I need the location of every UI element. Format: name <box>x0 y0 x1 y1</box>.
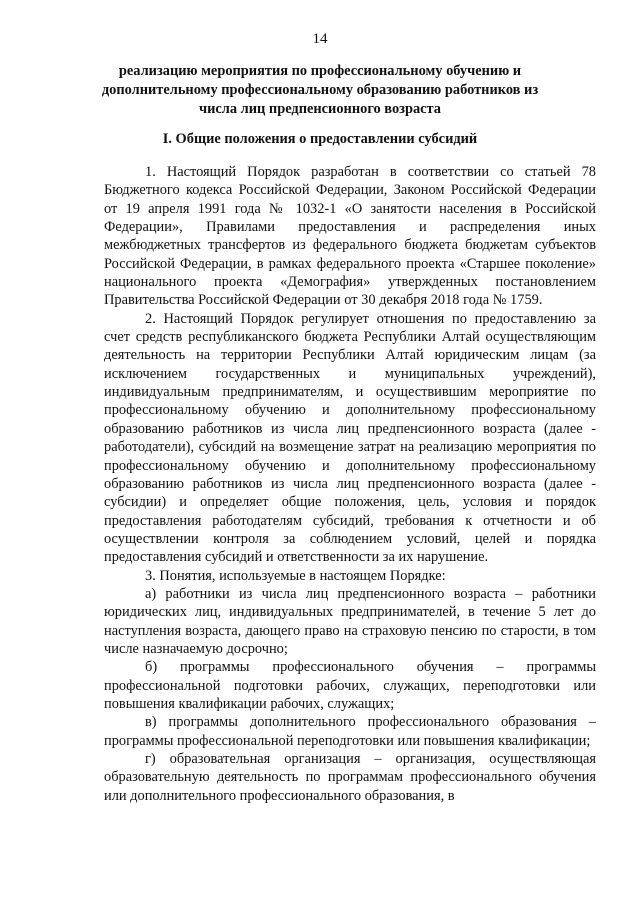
page-number: 14 <box>312 31 328 47</box>
paragraph-3: 3. Понятия, используемые в настоящем Порядке: <box>145 567 446 584</box>
paragraph-1: 1. Настоящий Порядок разработан в соответствии со статьей 78 Бюджетного кодекса Российской Федерации, Законом Российской Федерации от 19 апреля 1991 года № 1032-1 «О занятости населения в Российской Федерации», Правилами предоставления и распределения иных межбюджетных трансфертов из федерального бюджета бюджетам субъектов Российской Федерации, в рамках федерального проекта «Старшее поколение» национального проекта «Демография» утвержденных постановлением Правительства Российской Федерации от 30 декабря 2018 года № 1759. <box>104 164 596 309</box>
paragraph-3a: а) работники из числа лиц предпенсионного возраста – работники юридических лиц, индивидуальных предпринимателей, в течение 5 лет до наступления возраста, дающего право на страховую пенсию по старости, в том числе назначаемую досрочно; <box>104 585 596 657</box>
title-line: реализацию мероприятия по профессиональному обучению и <box>118 63 522 79</box>
paragraph-2: 2. Настоящий Порядок регулирует отношения по предоставлению за счет средств республиканского бюджета Республики Алтай осуществляющим деятельность на территории Республики Алтай юридическим лицам (за исключением государственных и муниципальных учреждений), индивидуальным предпринимателям, и осуществившим мероприятие по профессиональному обучению и дополнительному профессиональному образованию работников из числа лиц предпенсионного возраста (далее - работодатели), субсидий на возмещение затрат на реализацию мероприятия по профессиональному обучению и дополнительному профессиональному образованию работников из числа лиц предпенсионного возраста (далее - субсидии) и определяет общие положения, цель, условия и порядок предоставления работодателям субсидий, требования к отчетности и об осуществлении контроля за соблюдением условий, целей и порядка предоставления субсидий и ответственности за их нарушение. <box>104 310 596 566</box>
document-title <box>100 62 540 119</box>
paragraph-3b: б) программы профессионального обучения – программы профессиональной подготовки рабочих, служащих, переподготовки или повышения квалификации рабочих, служащих; <box>104 659 596 712</box>
document-body <box>104 163 596 805</box>
paragraph-3d: г) образовательная организация – организация, осуществляющая образовательную деятельность по программам профессионального обучения или дополнительного профессионального образования, в <box>104 751 596 804</box>
paragraph-3c: в) программы дополнительного профессионального образования – программы профессиональной переподготовки или повышения квалификации; <box>104 714 596 749</box>
section-heading: I. Общие положения о предоставлении субсидий <box>162 131 478 147</box>
title-line: числа лиц предпенсионного возраста <box>199 101 441 117</box>
title-line: дополнительному профессиональному образованию работников из <box>101 82 539 98</box>
